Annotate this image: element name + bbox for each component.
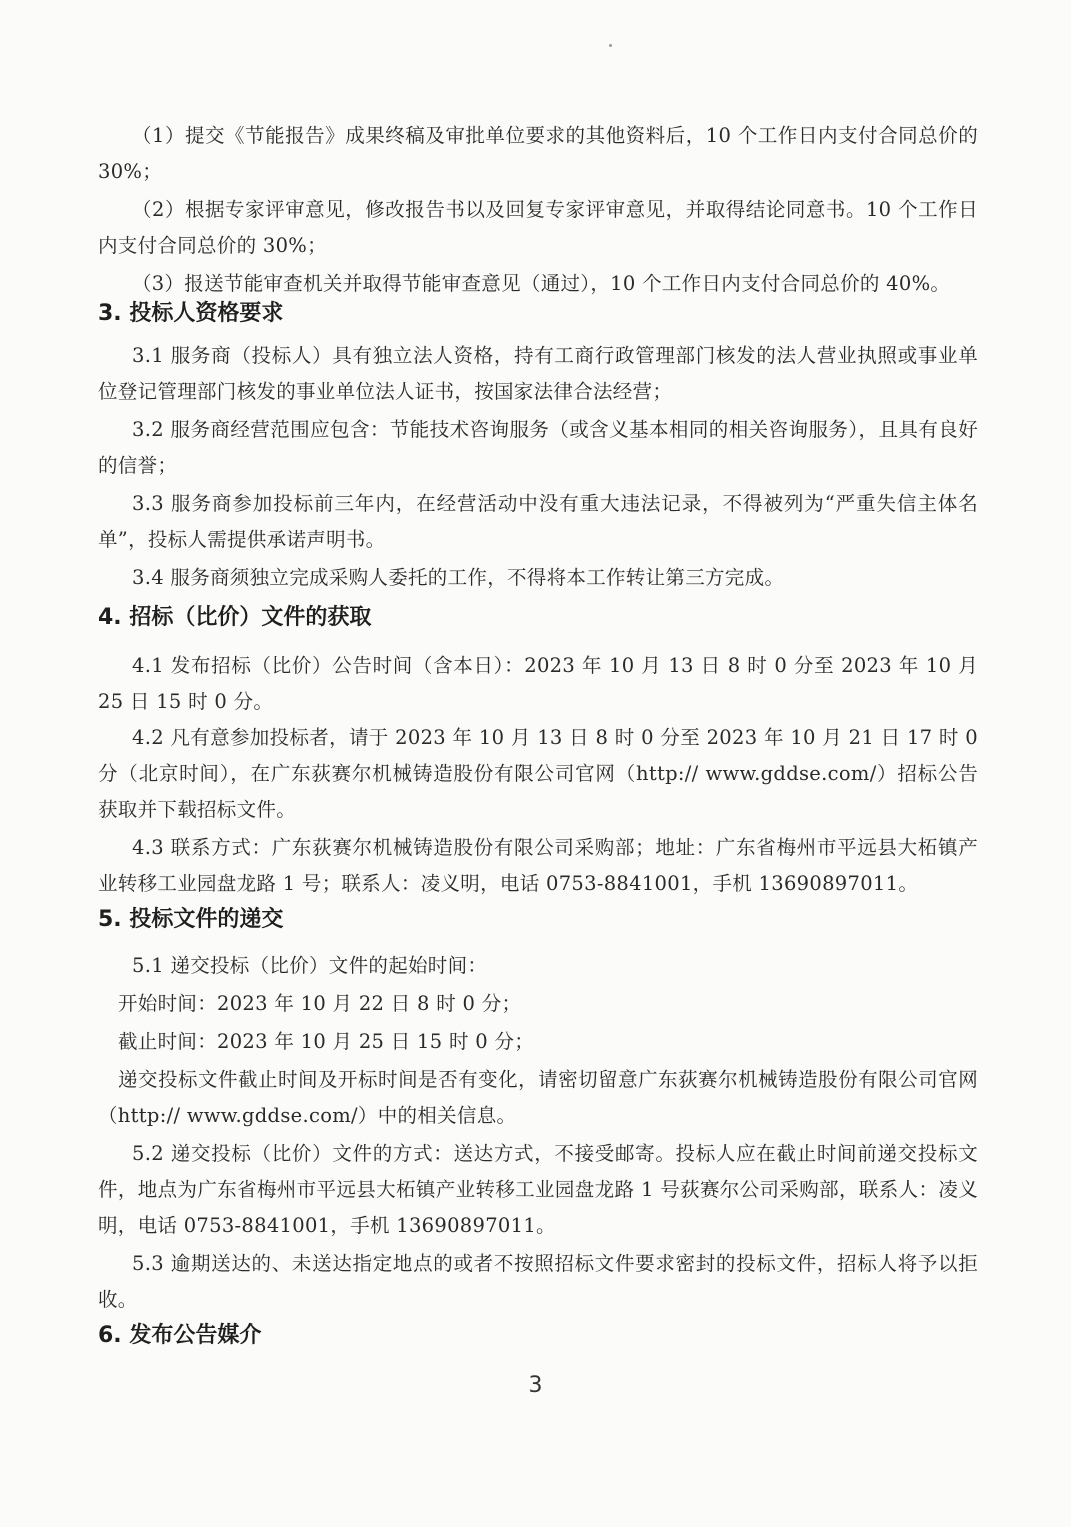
section-4-heading: 4. 招标（比价）文件的获取 (98, 605, 372, 630)
acquisition-4-3: 4.3 联系方式：广东荻赛尔机械铸造股份有限公司采购部；地址：广东省梅州市平远县大柘镇产业转移工业园盘龙路 1 号；联系人：凌义明，电话 0753-8841001，手机 13690897011。 (98, 836, 978, 895)
qualification-3-3: 3.3 服务商参加投标前三年内，在经营活动中没有重大违法记录，不得被列为“严重失信主体名单”，投标人需提供承诺声明书。 (98, 492, 978, 551)
qualification-3-2: 3.2 服务商经营范围应包含：节能技术咨询服务（或含义基本相同的相关咨询服务），且具有良好的信誉； (98, 418, 978, 477)
submission-5-2: 5.2 递交投标（比价）文件的方式：送达方式，不接受邮寄。投标人应在截止时间前递交投标文件，地点为广东省梅州市平远县大柘镇产业转移工业园盘龙路 1 号荻赛尔公司采购部，联系人：凌义明，电话 0753-8841001，手机 13690897011。 (98, 1142, 978, 1237)
payment-term-2: （2）根据专家评审意见，修改报告书以及回复专家评审意见，并取得结论同意书。10 个工作日内支付合同总价的 30%； (98, 198, 978, 257)
qualification-3-1: 3.1 服务商（投标人）具有独立法人资格，持有工商行政管理部门核发的法人营业执照或事业单位登记管理部门核发的事业单位法人证书，按国家法律合法经营； (98, 344, 978, 403)
section-6-heading: 6. 发布公告媒介 (98, 1323, 262, 1348)
submission-start-time: 开始时间：2023 年 10 月 22 日 8 时 0 分； (118, 992, 522, 1015)
payment-term-3: （3）报送节能审查机关并取得节能审查意见（通过），10 个工作日内支付合同总价的 40%。 (132, 272, 951, 295)
payment-term-1: （1）提交《节能报告》成果终稿及审批单位要求的其他资料后，10 个工作日内支付合同总价的 30%； (98, 124, 978, 183)
qualification-3-4: 3.4 服务商须独立完成采购人委托的工作，不得将本工作转让第三方完成。 (132, 566, 785, 589)
acquisition-4-1: 4.1 发布招标（比价）公告时间（含本日）：2023 年 10 月 13 日 8 时 0 分至 2023 年 10 月 25 日 15 时 0 分。 (98, 654, 978, 713)
section-3-heading: 3. 投标人资格要求 (98, 301, 284, 326)
section-5-heading: 5. 投标文件的递交 (98, 907, 284, 932)
submission-5-3: 5.3 逾期送达的、未送达指定地点的或者不按照招标文件要求密封的投标文件，招标人将予以拒收。 (98, 1252, 978, 1311)
scan-speck (609, 44, 612, 47)
submission-note: 递交投标文件截止时间及开标时间是否有变化，请密切留意广东荻赛尔机械铸造股份有限公司官网（http:// www.gddse.com/）中的相关信息。 (98, 1068, 978, 1127)
submission-end-time: 截止时间：2023 年 10 月 25 日 15 时 0 分； (118, 1030, 535, 1053)
acquisition-4-2: 4.2 凡有意参加投标者，请于 2023 年 10 月 13 日 8 时 0 分至 2023 年 10 月 21 日 17 时 0 分（北京时间），在广东荻赛尔机械铸造股份有限公司官网（http:// www.gddse.com/）招标公告获取并下载招标文件。 (98, 726, 978, 821)
submission-5-1: 5.1 递交投标（比价）文件的起始时间： (132, 954, 488, 977)
page-number: 3 (528, 1373, 543, 1398)
